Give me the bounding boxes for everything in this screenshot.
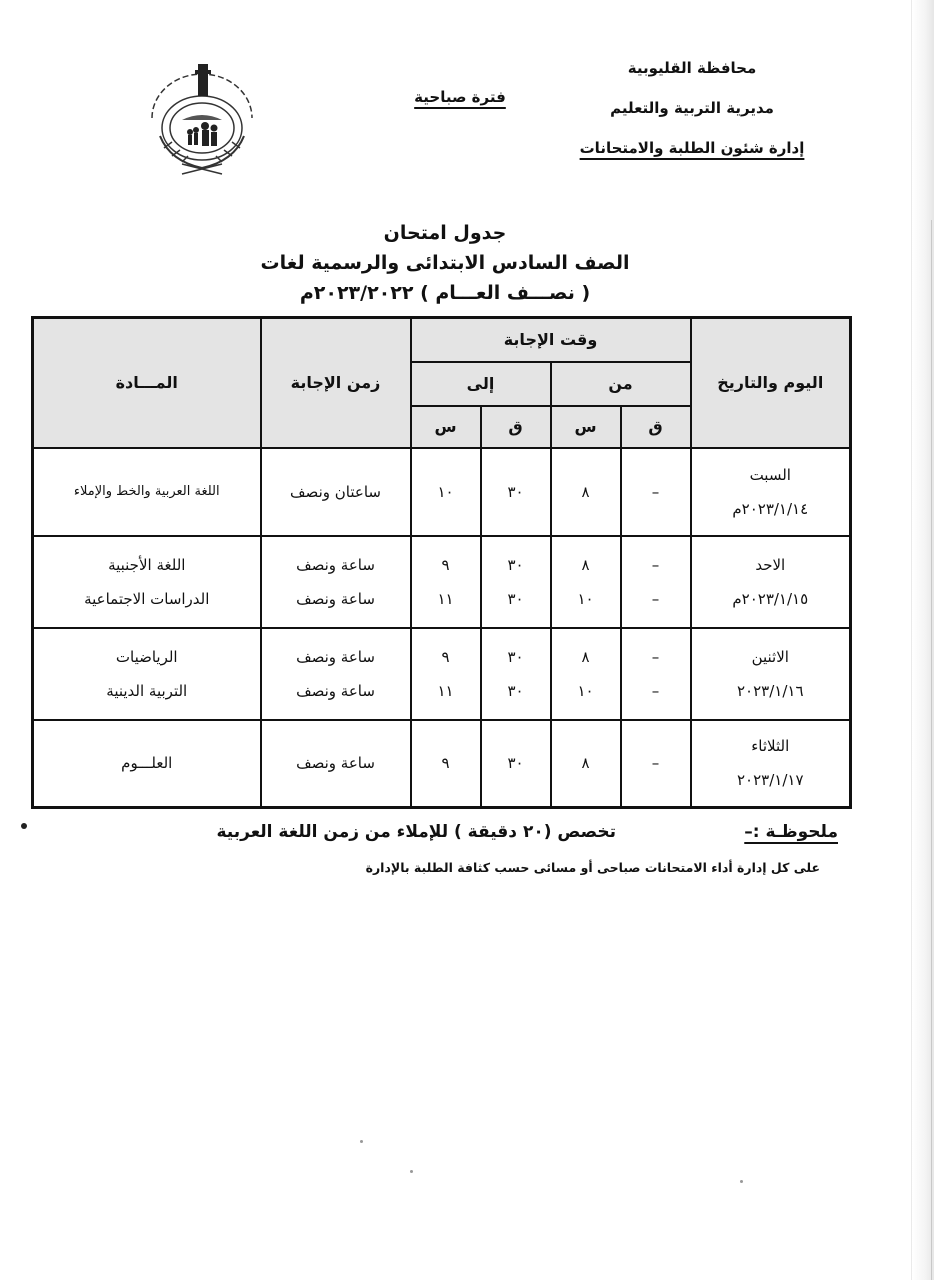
from-hour: ٨ (551, 448, 621, 536)
header-to-minute: ق (481, 406, 551, 448)
duration: ساعة ونصف ساعة ونصف (261, 536, 411, 628)
note-secondary: على كل إدارة أداء الامتحانات صباحى أو مسائى حسب كثافة الطلبة بالإدارة (365, 860, 820, 875)
day-name: السبت (749, 465, 791, 484)
governorate-name: محافظة القليوبية (627, 59, 757, 77)
header-answer-time: وقت الإجابة (411, 318, 691, 362)
table-row (33, 720, 851, 808)
day-date-cell (691, 536, 851, 628)
title-line-3: ( نصـــف العـــام ) ٢٠٢٣/٢٠٢٢م (299, 282, 591, 304)
subject: اللغة العربية والخط والإملاء (33, 448, 261, 536)
letterhead (562, 48, 822, 168)
header-from: من (551, 362, 691, 406)
to-hour: ٩ (411, 720, 481, 808)
to-minute: ٣٠ ٣٠ (481, 628, 551, 720)
duration: ساعتان ونصف (261, 448, 411, 536)
to-minute: ٣٠ (481, 448, 551, 536)
duration: ساعة ونصف ساعة ونصف (261, 628, 411, 720)
to-minute: ٣٠ ٣٠ (481, 536, 551, 628)
from-hour: ٨ (551, 720, 621, 808)
day-name: الاثنين (751, 647, 789, 666)
subject: العلـــوم (33, 720, 261, 808)
exam-date: ٢٠٢٣/١/١٥م (732, 589, 809, 608)
from-minute: – (621, 720, 691, 808)
ministry-emblem-icon (132, 58, 272, 178)
table-row (33, 536, 851, 628)
header-subject: المـــادة (33, 318, 261, 448)
title-line-2: الصف السادس الابتدائى والرسمية لغات (260, 252, 630, 274)
from-minute: – – (621, 536, 691, 628)
to-hour: ٩ ١١ (411, 628, 481, 720)
from-minute: – (621, 448, 691, 536)
header-duration: زمن الإجابة (261, 318, 411, 448)
scan-speck (740, 1180, 743, 1183)
department-name: إدارة شئون الطلبة والامتحانات (579, 139, 805, 157)
header-from-hour: س (551, 406, 621, 448)
scan-speck (410, 1170, 413, 1173)
header-day-date: اليوم والتاريخ (691, 318, 851, 448)
from-hour: ٨ ١٠ (551, 536, 621, 628)
note-text: تخصص (٢٠ دقيقة ) للإملاء من زمن اللغة العربية (216, 822, 616, 842)
header-from-minute: ق (621, 406, 691, 448)
directorate-name: مديرية التربية والتعليم (610, 99, 774, 117)
duration: ساعة ونصف (261, 720, 411, 808)
day-date-cell (691, 720, 851, 808)
day-date-cell (691, 628, 851, 720)
ink-dot (21, 823, 27, 829)
note-label: ملحوظـة :– (744, 822, 838, 842)
from-hour: ٨ ١٠ (551, 628, 621, 720)
to-hour: ٩ ١١ (411, 536, 481, 628)
title-line-1: جدول امتحان (383, 222, 507, 244)
exam-schedule-table (31, 316, 852, 809)
subject: اللغة الأجنبية الدراسات الاجتماعية (33, 536, 261, 628)
note-row (100, 818, 838, 852)
header-to-hour: س (411, 406, 481, 448)
day-name: الثلاثاء (751, 737, 790, 756)
document-title (200, 218, 690, 308)
exam-date: ٢٠٢٣/١/١٦ (737, 681, 804, 700)
table-row (33, 628, 851, 720)
to-minute: ٣٠ (481, 720, 551, 808)
from-minute: – – (621, 628, 691, 720)
exam-period: فترة صباحية (414, 88, 506, 106)
table-row (33, 448, 851, 536)
exam-date: ٢٠٢٣/١/١٤م (732, 499, 809, 518)
to-hour: ١٠ (411, 448, 481, 536)
page-edge-line (931, 220, 932, 1280)
subject: الرياضيات التربية الدينية (33, 628, 261, 720)
day-date-cell (691, 448, 851, 536)
header-to: إلى (411, 362, 551, 406)
day-name: الاحد (755, 555, 786, 574)
exam-date: ٢٠٢٣/١/١٧ (737, 771, 804, 790)
scan-speck (360, 1140, 363, 1143)
